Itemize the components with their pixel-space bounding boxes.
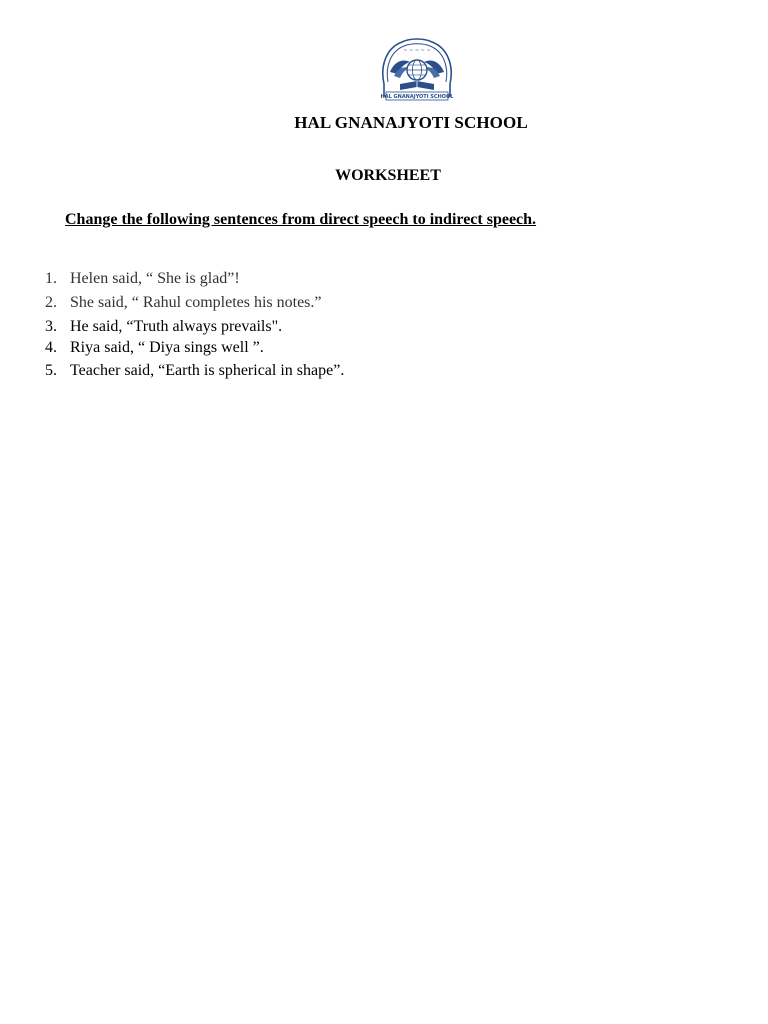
svg-text:~ ~ ~ ~ ~: ~ ~ ~ ~ ~	[403, 48, 431, 54]
item-text: Helen said, “ She is glad”!	[70, 270, 240, 287]
item-text: He said, “Truth always prevails".	[70, 318, 283, 335]
item-text: She said, “ Rahul completes his notes.”	[70, 294, 322, 311]
item-text: Teacher said, “Earth is spherical in shape”.	[70, 362, 345, 379]
item-number: 1.	[45, 270, 57, 287]
worksheet-title: WORKSHEET	[335, 167, 441, 184]
list-item	[45, 294, 322, 312]
svg-text:HAL GNANAJYOTI SCHOOL: HAL GNANAJYOTI SCHOOL	[380, 94, 454, 100]
list-item	[45, 270, 240, 288]
item-number: 4.	[45, 339, 57, 356]
instruction-heading: Change the following sentences from direct speech to indirect speech.	[65, 211, 537, 228]
item-text: Riya said, “ Diya sings well ”.	[70, 339, 264, 356]
list-item	[45, 318, 282, 336]
item-number: 2.	[45, 294, 57, 311]
item-number: 3.	[45, 318, 57, 335]
list-item	[45, 339, 264, 357]
list-item	[45, 362, 344, 380]
item-number: 5.	[45, 362, 57, 379]
school-logo-icon	[376, 36, 458, 108]
school-name: HAL GNANAJYOTI SCHOOL	[294, 113, 528, 132]
